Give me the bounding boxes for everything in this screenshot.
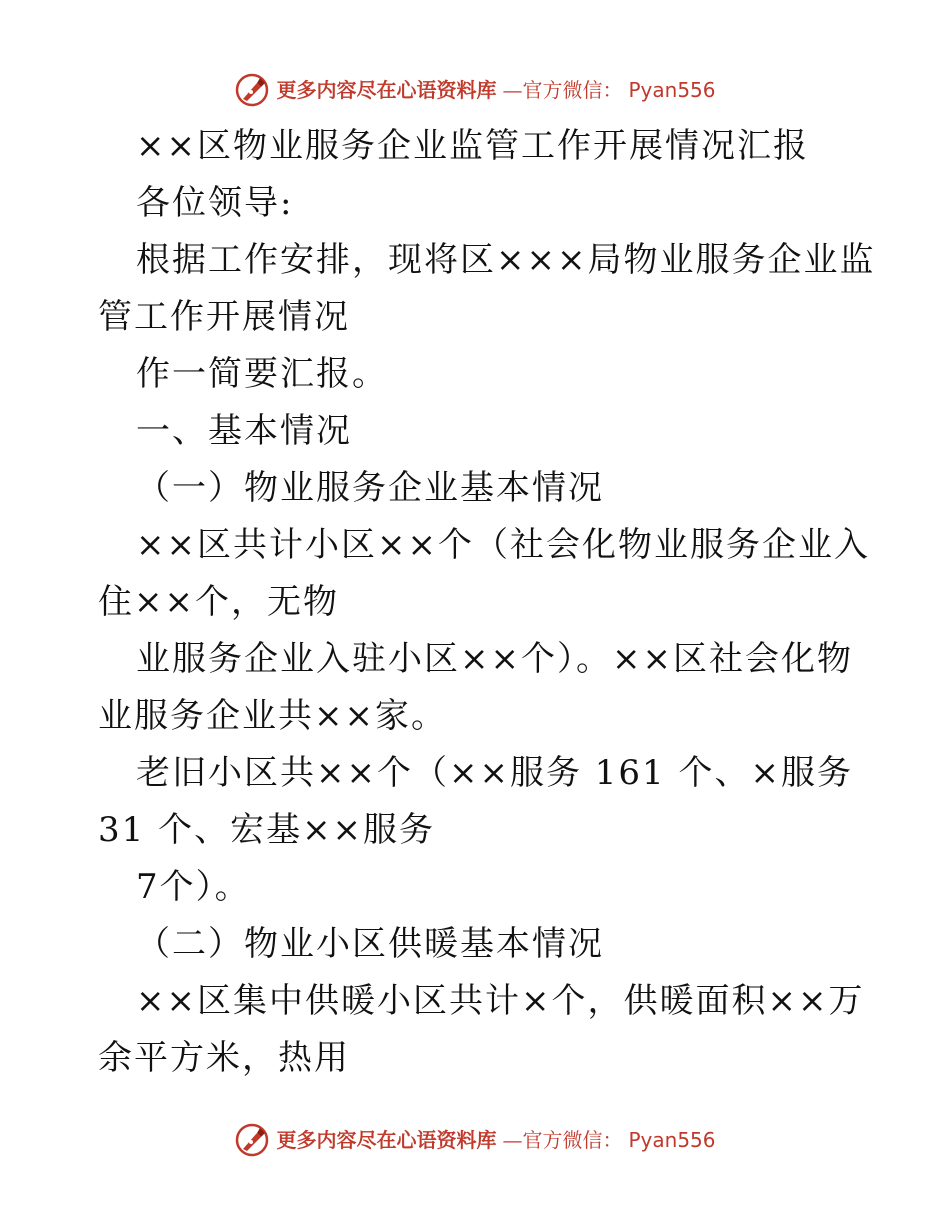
text-line: 根据工作安排，现将区×××局物业服务企业监 — [136, 240, 876, 280]
salutation: 各位领导: — [136, 183, 294, 223]
banner-site-name: 更多内容尽在心语资料库 — [276, 78, 497, 102]
pen-nib-logo-icon — [234, 1122, 270, 1158]
banner-wechat-id: Pyan556 — [628, 1128, 716, 1152]
text-line: 余平方米，热用 — [98, 1038, 350, 1078]
text-line: 老旧小区共××个（××服务 161 个、×服务 — [136, 753, 853, 793]
text-line: 31 个、宏基××服务 — [98, 810, 436, 850]
banner-site-name: 更多内容尽在心语资料库 — [276, 1128, 497, 1152]
text-line: 业服务企业共××家。 — [98, 696, 447, 736]
text-line: 业服务企业入驻小区××个）。××区社会化物 — [136, 639, 853, 679]
text-line: 作一简要汇报。 — [136, 354, 388, 394]
banner-wechat-label: —官方微信： — [502, 78, 623, 102]
footer-banner — [0, 1118, 950, 1162]
document-body — [98, 118, 876, 1087]
subsection-heading: （二）物业小区供暖基本情况 — [136, 924, 604, 964]
text-line: ××区共计小区××个（社会化物业服务企业入 — [136, 525, 870, 565]
banner-wechat-id: Pyan556 — [628, 78, 716, 102]
text-line: 7个）。 — [136, 867, 251, 907]
pen-nib-logo-icon — [234, 72, 270, 108]
text-line: ××区集中供暖小区共计×个，供暖面积××万 — [136, 981, 865, 1021]
subsection-heading: （一）物业服务企业基本情况 — [136, 468, 604, 508]
section-heading: 一、基本情况 — [136, 411, 352, 451]
banner-wechat-label: —官方微信： — [502, 1128, 623, 1152]
header-banner — [0, 68, 950, 112]
text-line: 管工作开展情况 — [98, 297, 350, 337]
document-title: ××区物业服务企业监管工作开展情况汇报 — [136, 126, 809, 166]
text-line: 住××个，无物 — [98, 582, 339, 622]
